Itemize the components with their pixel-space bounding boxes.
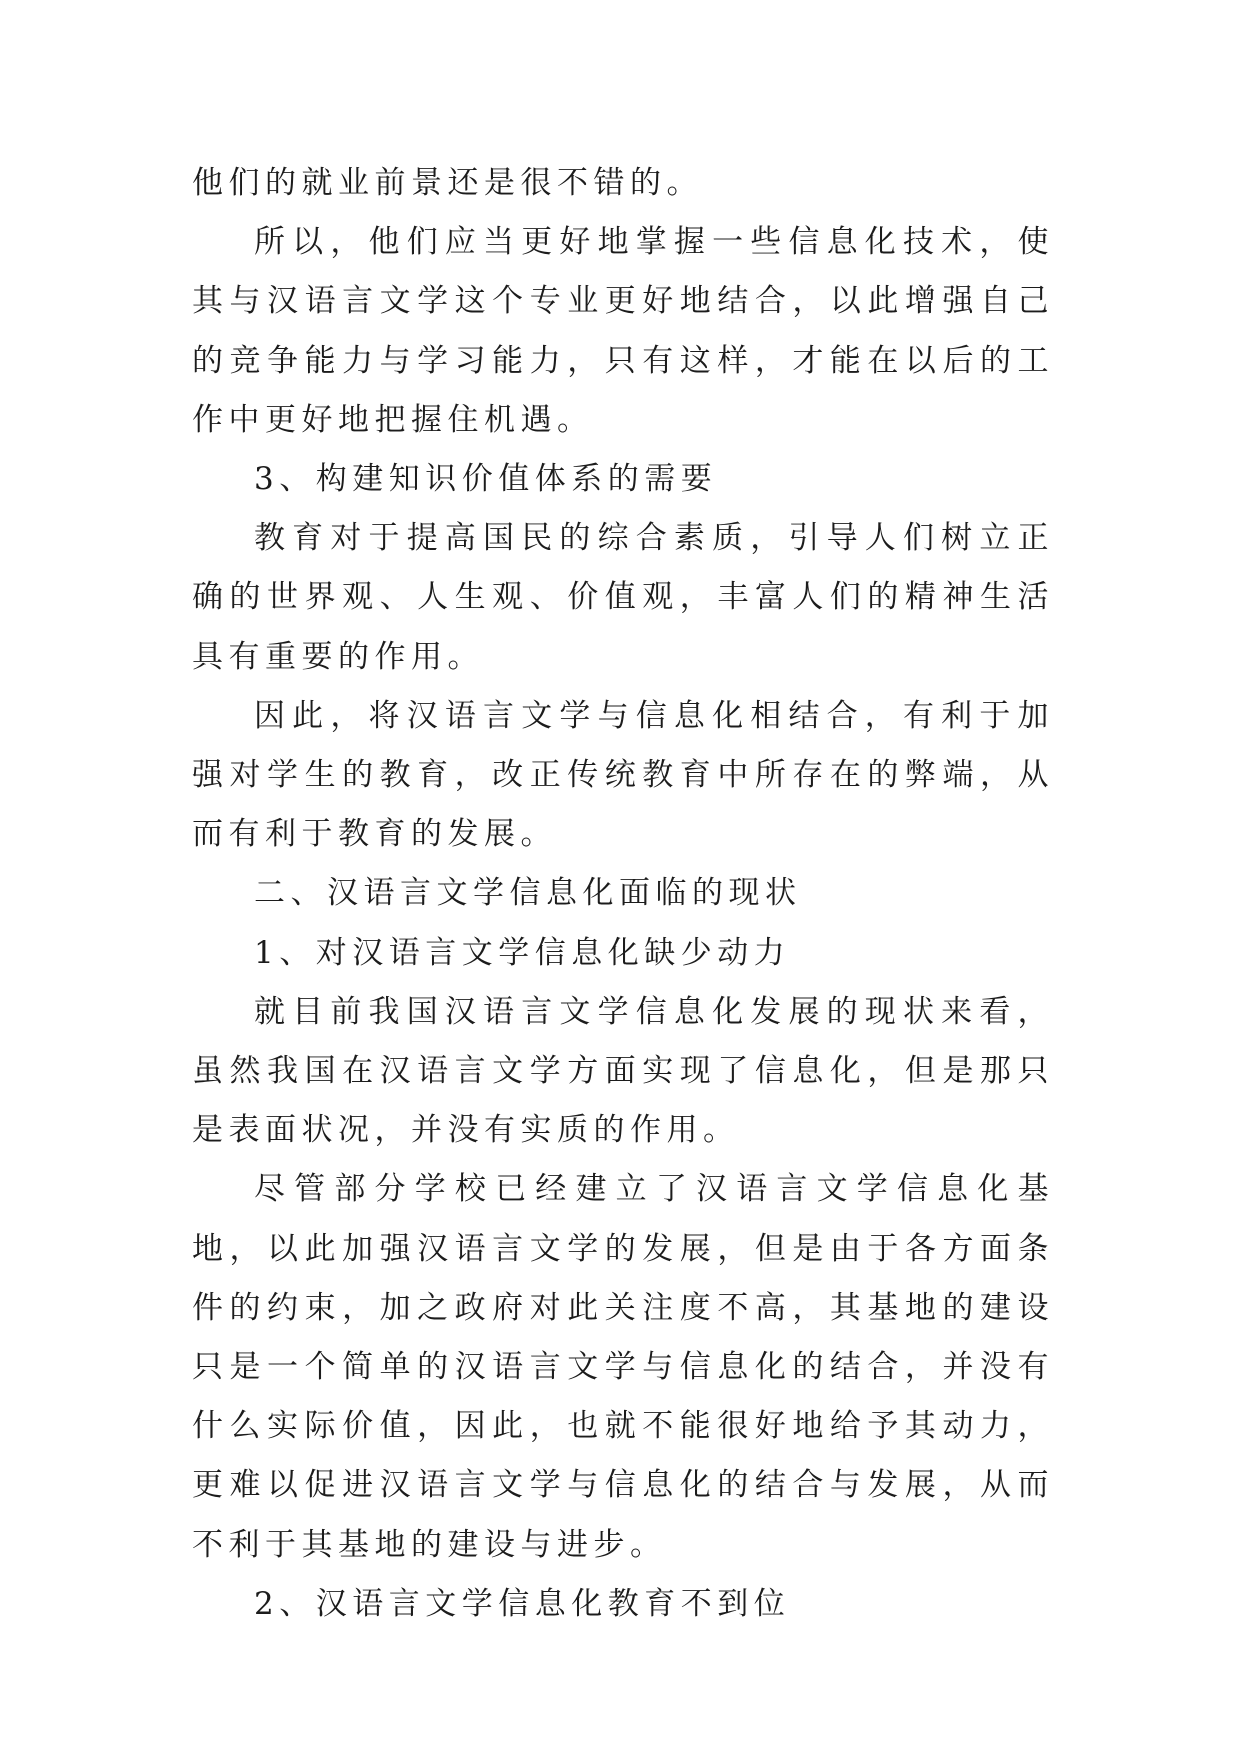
subheading-lack-of-motivation: 1、对汉语言文学信息化缺少动力 [254, 934, 791, 971]
subheading-education-inadequate: 2、汉语言文学信息化教育不到位 [254, 1585, 791, 1622]
paragraph: 因此，将汉语言文学与信息化相结合，有利于加强对学生的教育，改正传统教育中所存在的弊端，从而有利于教育的发展。 [192, 697, 1054, 853]
paragraph-continuation: 他们的就业前景还是很不错的。 [192, 165, 703, 201]
subheading-knowledge-value-system: 3、构建知识价值体系的需要 [254, 461, 718, 498]
paragraph: 尽管部分学校已经建立了汉语言文学信息化基地，以此加强汉语言文学的发展，但是由于各方面条件的约束，加之政府对此关注度不高，其基地的建设只是一个简单的汉语言文学与信息化的结合，并没有什么实际价值，因此，也就不能很好地给予其动力，更难以促进汉语言文学与信息化的结合与发展，从而不利于其基地的建设与进步。 [192, 1171, 1054, 1563]
paragraph: 所以，他们应当更好地掌握一些信息化技术，使其与汉语言文学这个专业更好地结合，以此增强自己的竞争能力与学习能力，只有这样，才能在以后的工作中更好地把握住机遇。 [192, 224, 1054, 438]
paragraph: 就目前我国汉语言文学信息化发展的现状来看，虽然我国在汉语言文学方面实现了信息化，但是那只是表面状况，并没有实质的作用。 [192, 993, 1054, 1149]
section-heading-current-status: 二、汉语言文学信息化面临的现状 [254, 875, 802, 912]
document-body [192, 154, 1054, 1634]
paragraph: 教育对于提高国民的综合素质，引导人们树立正确的世界观、人生观、价值观，丰富人们的精神生活具有重要的作用。 [192, 520, 1054, 675]
